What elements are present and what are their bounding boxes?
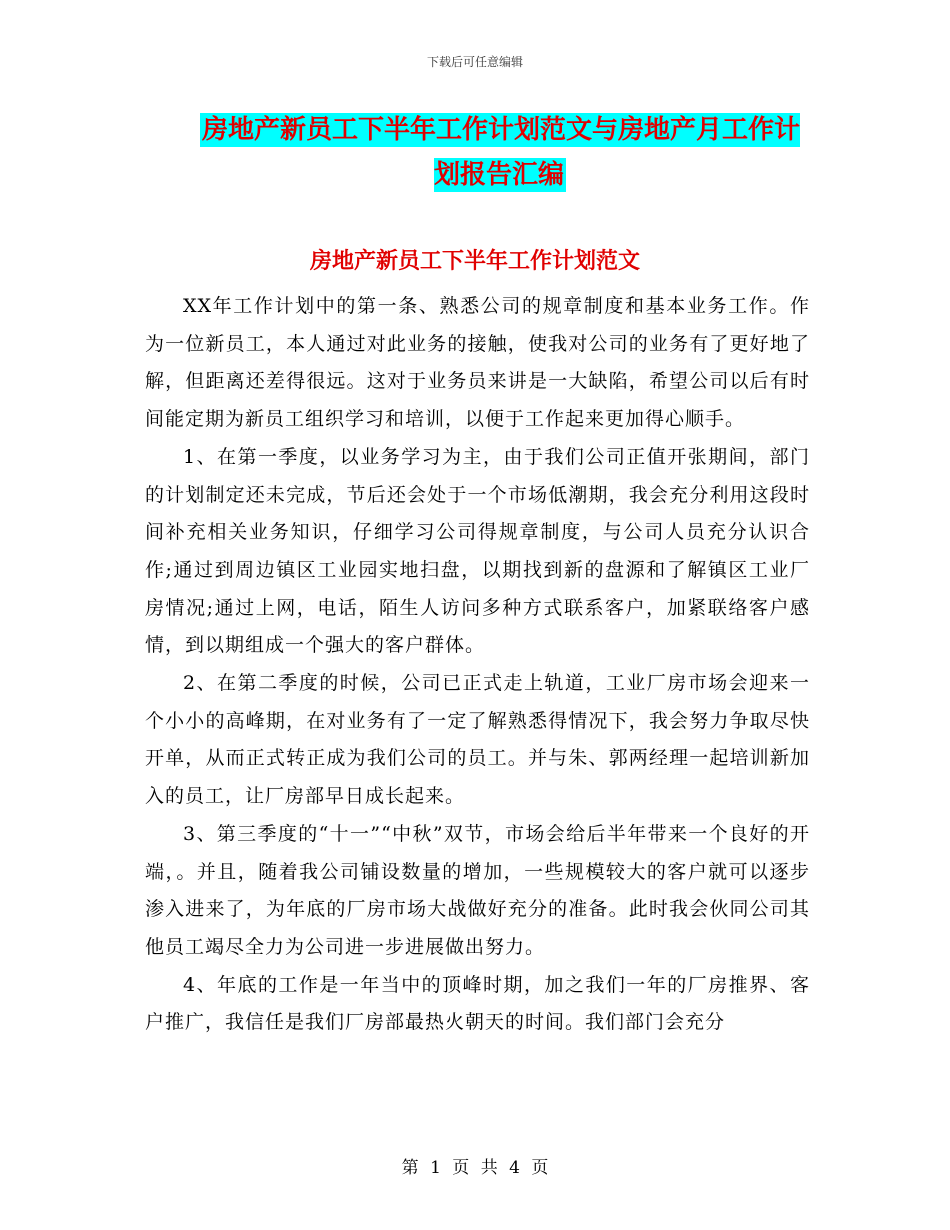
paragraph: 1、在第一季度，以业务学习为主，由于我们公司正值开张期间，部门的计划制定还未完成，节后还会处于一个市场低潮期，我会充分利用这段时间补充相关业务知识，仔细学习公司得规章制度，与公司人员充分认识合作;通过到周边镇区工业园实地扫盘，以期找到新的盘源和了解镇区工业厂房情况;通过上网，电话，陌生人访问多种方式联系客户，加紧联络客户感情，到以期组成一个强大的客户群体。 (145, 445, 810, 657)
paragraph: 2、在第二季度的时候，公司已正式走上轨道，工业厂房市场会迎来一个小小的高峰期，在对业务有了一定了解熟悉得情况下，我会努力争取尽快开单，从而正式转正成为我们公司的员工。并与朱、郭两经理一起培训新加入的员工，让厂房部早日成长起来。 (145, 672, 810, 808)
document-body (145, 288, 810, 1042)
section-title: 房地产新员工下半年工作计划范文 (309, 249, 640, 274)
document-title (190, 108, 810, 198)
page-header-note: 下载后可任意编辑 (426, 55, 523, 69)
paragraph: XX年工作计划中的第一条、熟悉公司的规章制度和基本业务工作。作为一位新员工，本人通过对此业务的接触，使我对公司的业务有了更好地了解，但距离还差得很远。这对于业务员来讲是一大缺陷，希望公司以后有时间能定期为新员工组织学习和培训，以便于工作起来更加得心顺手。 (145, 295, 810, 431)
document-title-text: 房地产新员工下半年工作计划范文与房地产月工作计划报告汇编 (201, 115, 800, 190)
page-number-footer: 第 1 页 共 4 页 (401, 1158, 549, 1178)
paragraph: 3、第三季度的“十一”“中秋”双节，市场会给后半年带来一个良好的开端，。并且，随着我公司铺设数量的增加，一些规模较大的客户就可以逐步渗入进来了，为年底的厂房市场大战做好充分的准备。此时我会伙同公司其他员工竭尽全力为公司进一步进展做出努力。 (145, 822, 810, 958)
paragraph: 4、年底的工作是一年当中的顶峰时期，加之我们一年的厂房推界、客户推广，我信任是我们厂房部最热火朝天的时间。我们部门会充分 (145, 973, 810, 1034)
